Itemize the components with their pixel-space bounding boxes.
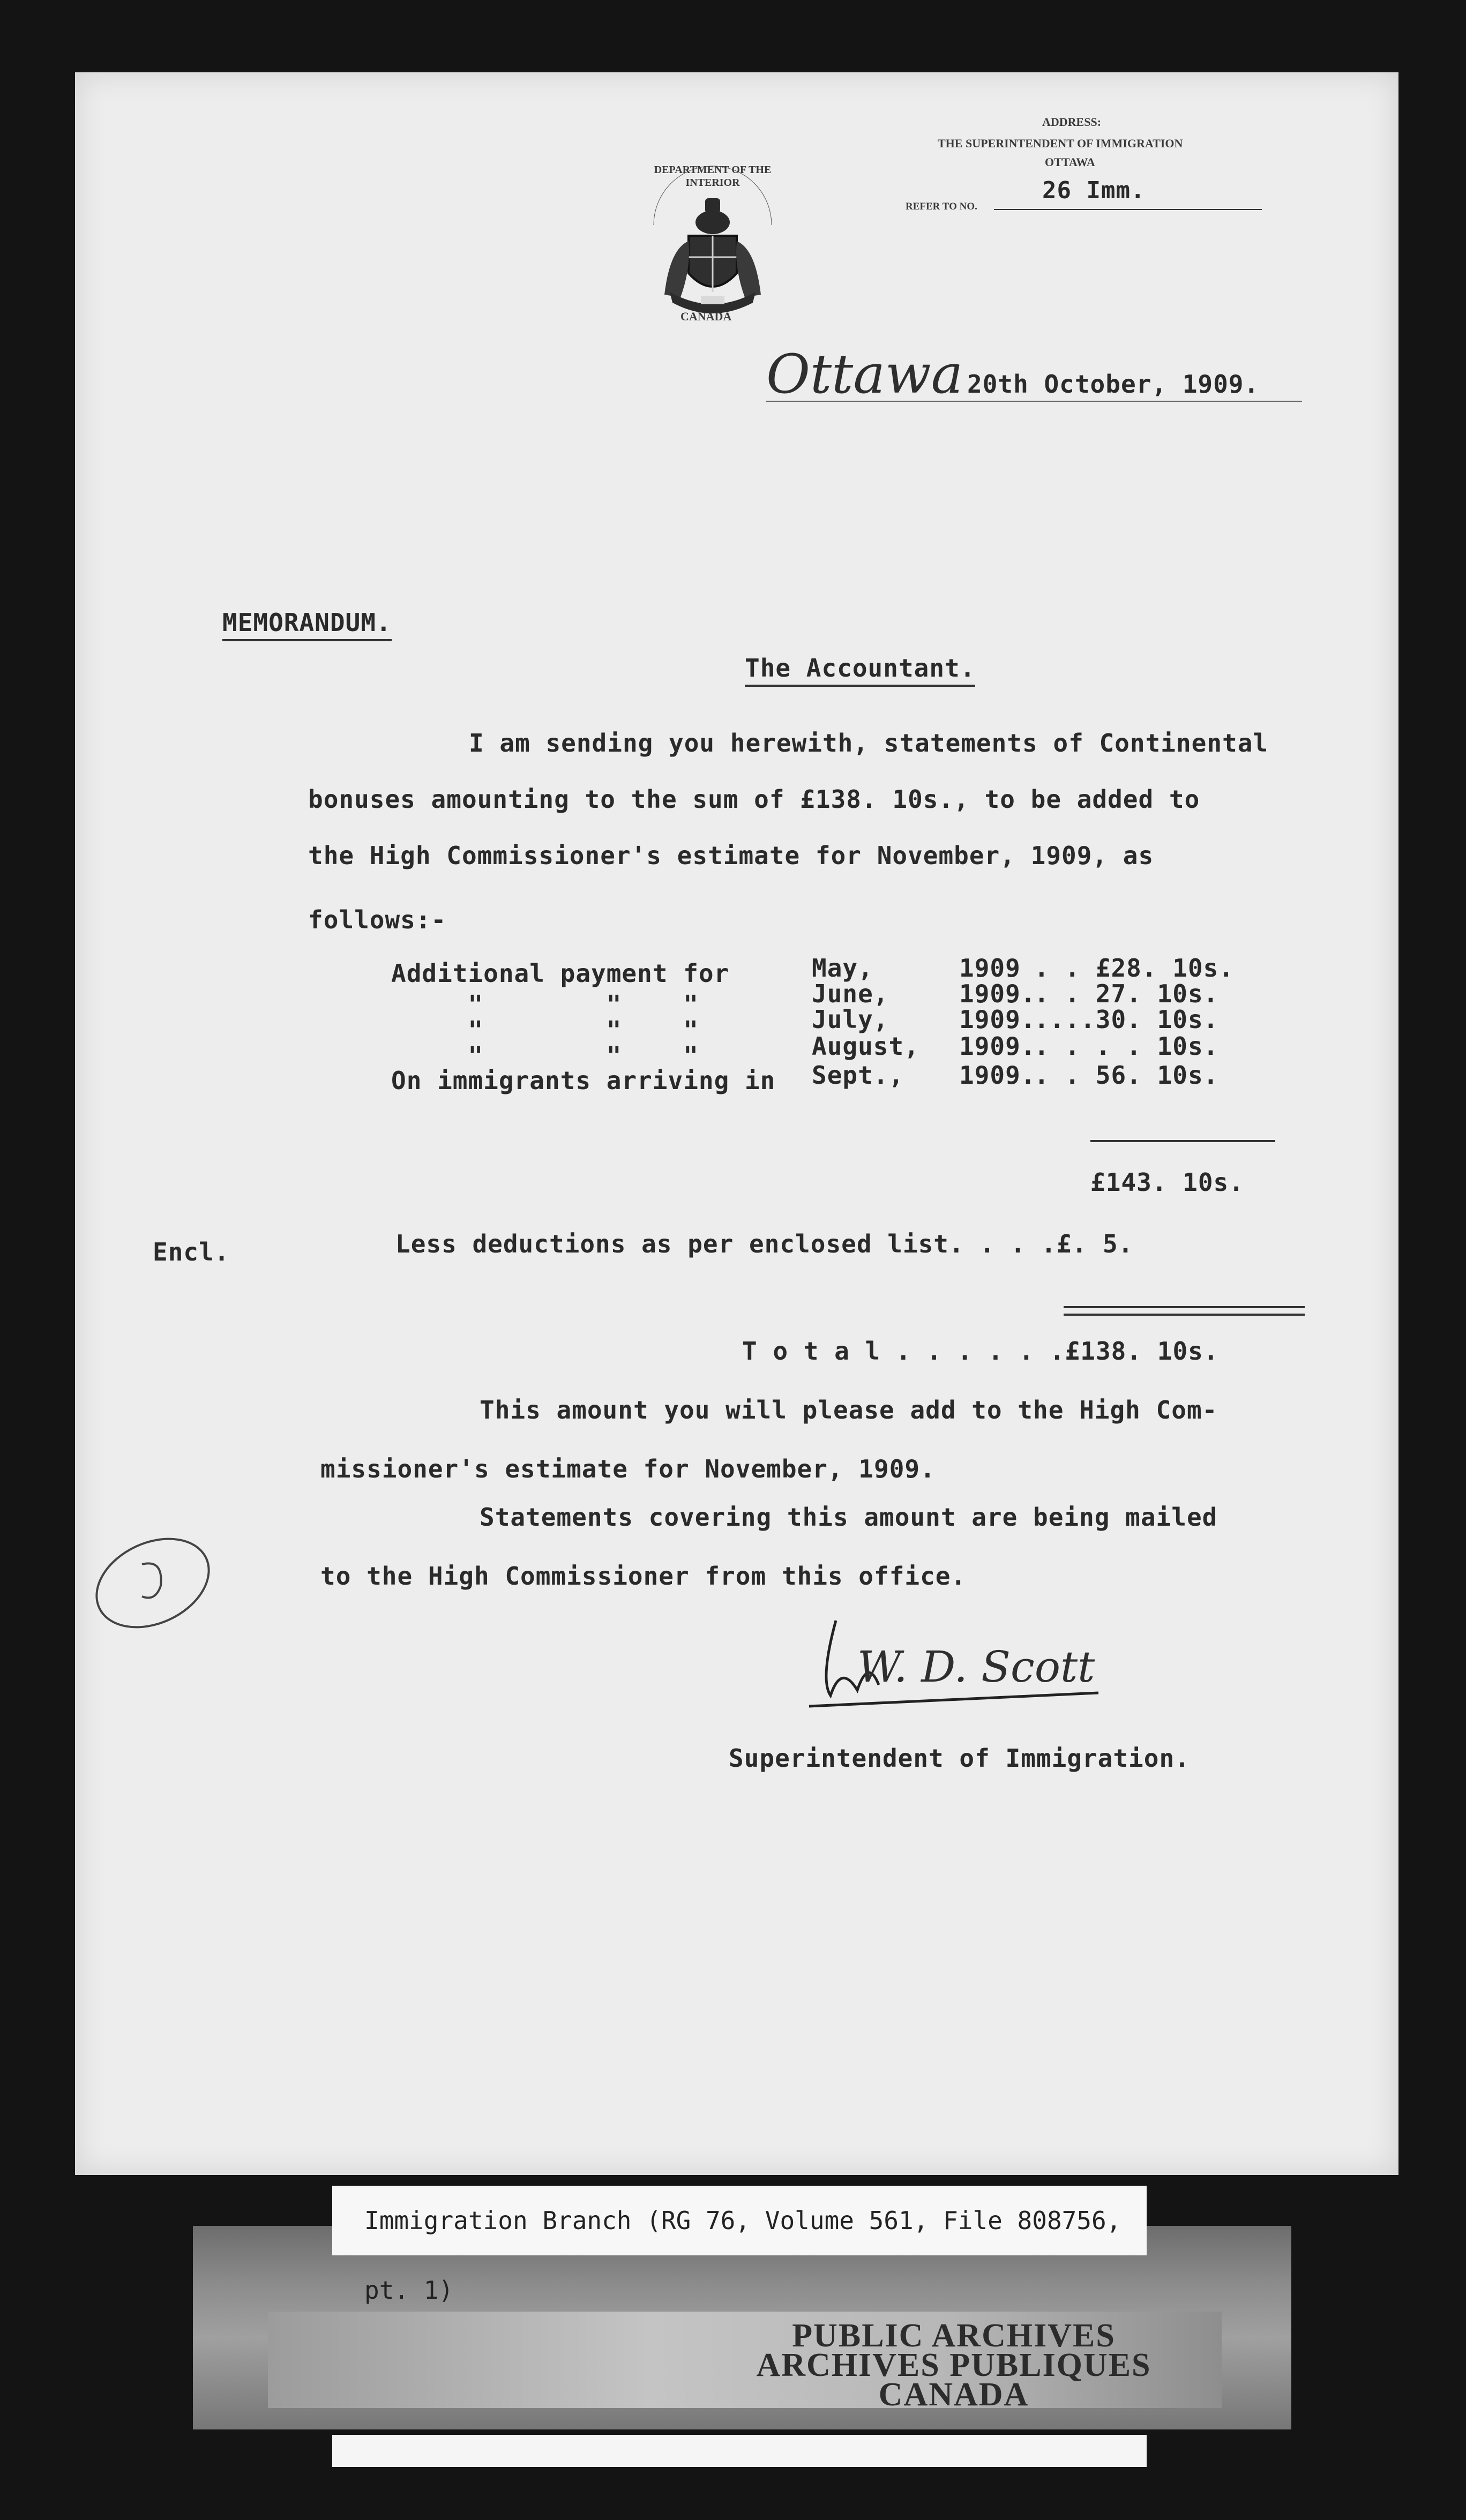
address-line-1: THE SUPERINTENDENT OF IMMIGRATION xyxy=(938,137,1183,150)
row-description: " " " xyxy=(391,1016,699,1045)
total-line: T o t a l . . . . . .£138. 10s. xyxy=(742,1337,1219,1366)
archive-stamp-line-3: CANADA xyxy=(878,2376,1029,2413)
department-crest xyxy=(632,161,793,332)
archive-label: Immigration Branch (RG 76, Volume 561, File 808756, pt. 1) xyxy=(332,2186,1147,2255)
row-year: 1909. xyxy=(959,979,1036,1008)
para1-line1: I am sending you herewith, statements of Continental xyxy=(469,729,1269,758)
row-description: " " " xyxy=(391,990,699,1019)
row-description: On immigrants arriving in xyxy=(391,1066,776,1095)
row-month: June, xyxy=(812,979,889,1008)
row-month: August, xyxy=(812,1032,919,1061)
archive-bottom-strip xyxy=(332,2435,1147,2467)
row-year: 1909. xyxy=(959,1005,1036,1034)
dateline-rule xyxy=(766,401,1302,402)
deduction-line: Less deductions as per enclosed list. . . .£. 5. xyxy=(395,1229,1134,1258)
row-amount: . . 56. 10s. xyxy=(1034,1061,1219,1090)
row-amount: ....30. 10s. xyxy=(1034,1005,1219,1034)
para3-line1: Statements covering this amount are being mailed xyxy=(480,1503,1218,1532)
margin-pencil-mark xyxy=(91,1527,220,1641)
row-month: May, xyxy=(812,954,873,982)
crest-bottom-text: CANADA xyxy=(680,310,732,323)
para1-line4: follows:- xyxy=(308,905,447,934)
subtotal-amount: £143. 10s. xyxy=(1090,1168,1244,1197)
para2-line2: missioner's estimate for November, 1909. xyxy=(320,1454,936,1483)
crest-top-text: DEPARTMENT OF THE INTERIOR xyxy=(654,164,772,189)
row-amount: . . . . 10s. xyxy=(1034,1032,1219,1061)
dateline-place: Ottawa xyxy=(766,343,963,406)
row-year: 1909 xyxy=(959,954,1021,982)
row-amount: . . 27. 10s. xyxy=(1034,979,1219,1008)
row-description: Additional payment for xyxy=(391,959,730,988)
archive-stamp-line-1: PUBLIC ARCHIVES xyxy=(792,2318,1116,2354)
address-label: ADDRESS: xyxy=(1042,115,1102,129)
signature-text: W. D. Scott xyxy=(857,1642,1095,1692)
memo-heading: MEMORANDUM. xyxy=(222,608,392,641)
para2-line1: This amount you will please add to the High Com- xyxy=(480,1396,1218,1424)
total-rule-1 xyxy=(1064,1306,1305,1308)
row-year: 1909. xyxy=(959,1061,1036,1090)
archive-tape xyxy=(193,2226,1291,2429)
signature-title: Superintendent of Immigration. xyxy=(729,1744,1190,1773)
row-month: July, xyxy=(812,1005,889,1034)
address-line-2: OTTAWA xyxy=(1045,155,1095,169)
row-year: 1909. xyxy=(959,1032,1036,1061)
total-rule-2 xyxy=(1064,1314,1305,1316)
row-amount: . . £28. 10s. xyxy=(1034,954,1235,982)
refer-rule xyxy=(994,209,1262,210)
archive-stamp-line-2: ARCHIVES PUBLIQUES xyxy=(756,2347,1151,2383)
para1-line3: the High Commissioner's estimate for November, 1909, as xyxy=(308,841,1154,870)
enclosure-label: Encl. xyxy=(153,1238,230,1266)
para1-line2: bonuses amounting to the sum of £138. 10s., to be added to xyxy=(308,785,1200,814)
subtotal-rule xyxy=(1090,1140,1275,1142)
dateline-date: 20th October, 1909. xyxy=(967,370,1260,399)
refer-label: REFER TO NO. xyxy=(906,201,977,212)
refer-number: 26 Imm. xyxy=(1042,177,1146,204)
row-month: Sept., xyxy=(812,1061,904,1090)
signature xyxy=(798,1599,1120,1717)
row-description: " " " xyxy=(391,1041,699,1070)
memo-recipient: The Accountant. xyxy=(745,654,975,687)
para3-line2: to the High Commissioner from this office. xyxy=(320,1562,967,1591)
